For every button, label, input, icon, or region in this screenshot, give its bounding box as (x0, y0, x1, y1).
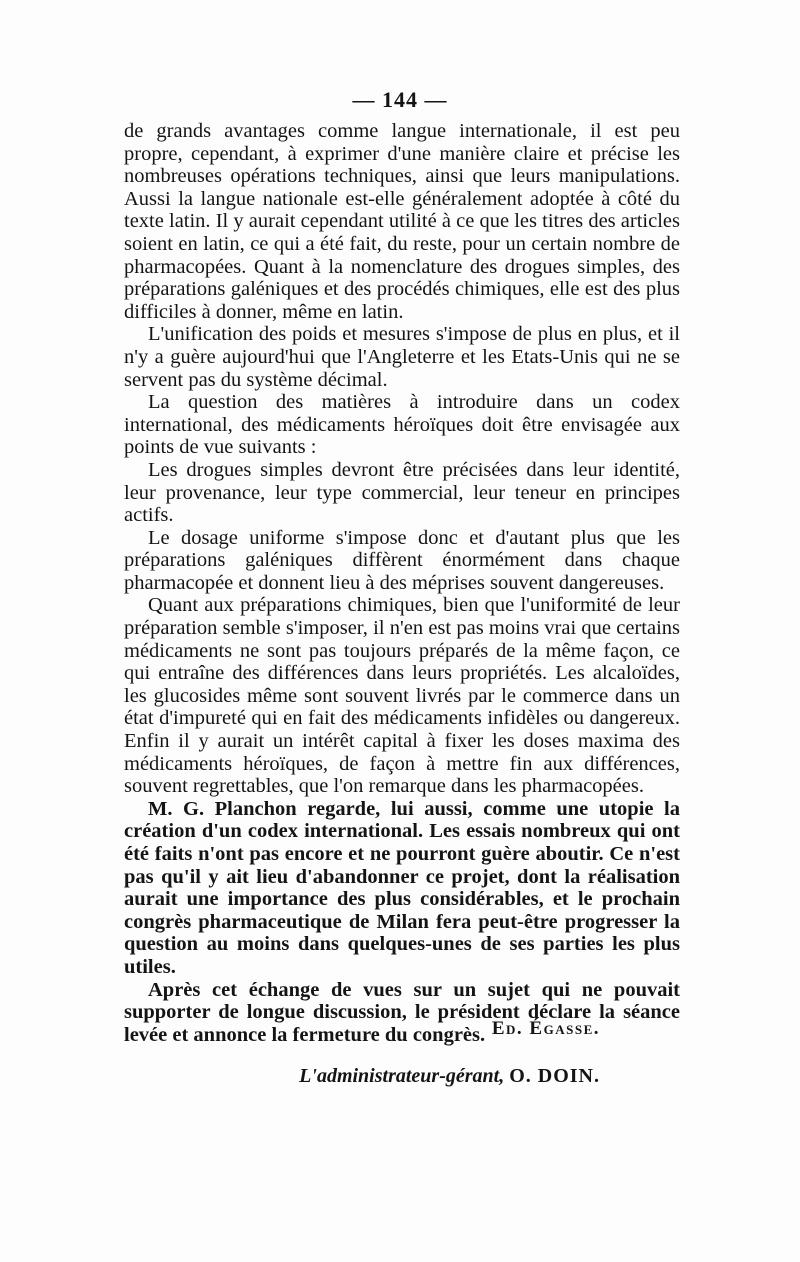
paragraph-uniform-dosage: Le dosage uniforme s'impose donc et d'autant plus que les préparations galéniques diffèrent énormément dans chaque pharmacopée et donnent lieu à des méprises souvent dangereuses. (124, 526, 680, 594)
paragraph-planchon: M. G. Planchon regarde, lui aussi, comme une utopie la création d'un codex international. Les essais nombreux qui ont été faits n'ont pas encore et ne pourront guère aboutir. Ce n'est pas qu'il y ait lieu d'abandonner ce projet, dont la réalisation aurait une importance des plus considérables, et le prochain congrès pharmaceutique de Milan fera peut-être progresser la question au moins dans quelques-unes de ses parties les plus utiles. (124, 797, 680, 978)
page-number: — 144 — (352, 87, 448, 112)
paragraph-weights-measures: L'unification des poids et mesures s'impose de plus en plus, et il n'y a guère aujourd'hui que l'Angleterre et les Etats-Unis qui ne se servent pas du système décimal. (124, 323, 680, 391)
administrator-role: L'administrateur-gérant, (299, 1065, 505, 1087)
paragraph-codex-language: de grands avantages comme langue internationale, il est peu propre, cependant, à exprimer d'une manière claire et précise les nombreuses opérations techniques, ainsi que leurs manipulations. Aussi la langue nationale est-elle généralement adoptée à côté du texte latin. Il y aurait cependant utilité à ce que les titres des articles soient en latin, ce qui a été fait, du reste, pour un certain nombre de pharmacopées. Quant à la nomenclature des drogues simples, des préparations galéniques et des procédés chimiques, elle est des plus difficiles à donner, même en latin. (124, 120, 680, 323)
body-text (124, 120, 680, 1046)
paragraph-chemical-preparations: Quant aux préparations chimiques, bien que l'uniformité de leur préparation semble s'imposer, il n'en est pas moins vrai que certains médicaments ne sont pas toujours préparés de la même façon, ce qui entraîne des différences dans leurs propriétés. Les alcaloïdes, les glucosides même sont souvent livrés par le commerce dans un état d'impureté qui en fait des médicaments infidèles ou dangereux. Enfin il y aurait un intérêt capital à fixer les doses maxima des médicaments héroïques, de façon à mettre fin aux différences, souvent regrettables, que l'on remarque dans les pharmacopées. (124, 594, 680, 798)
author-signature: Ed. Égasse. (491, 1018, 600, 1039)
paragraph-heroic-drugs: La question des matières à introduire dans un codex international, des médicaments héroïques doit être envisagée aux points de vue suivants : (124, 391, 680, 459)
paragraph-closing: Après cet échange de vues sur un sujet qui ne pouvait supporter de longue discussion, le président déclare la séance levée et annonce la fermeture du congrès. (124, 978, 680, 1046)
paragraph-simple-drugs: Les drogues simples devront être précisées dans leur identité, leur provenance, leur type commercial, leur teneur en principes actifs. (124, 458, 680, 527)
administrator-line (124, 1065, 600, 1088)
administrator-name: O. DOIN. (509, 1065, 600, 1087)
